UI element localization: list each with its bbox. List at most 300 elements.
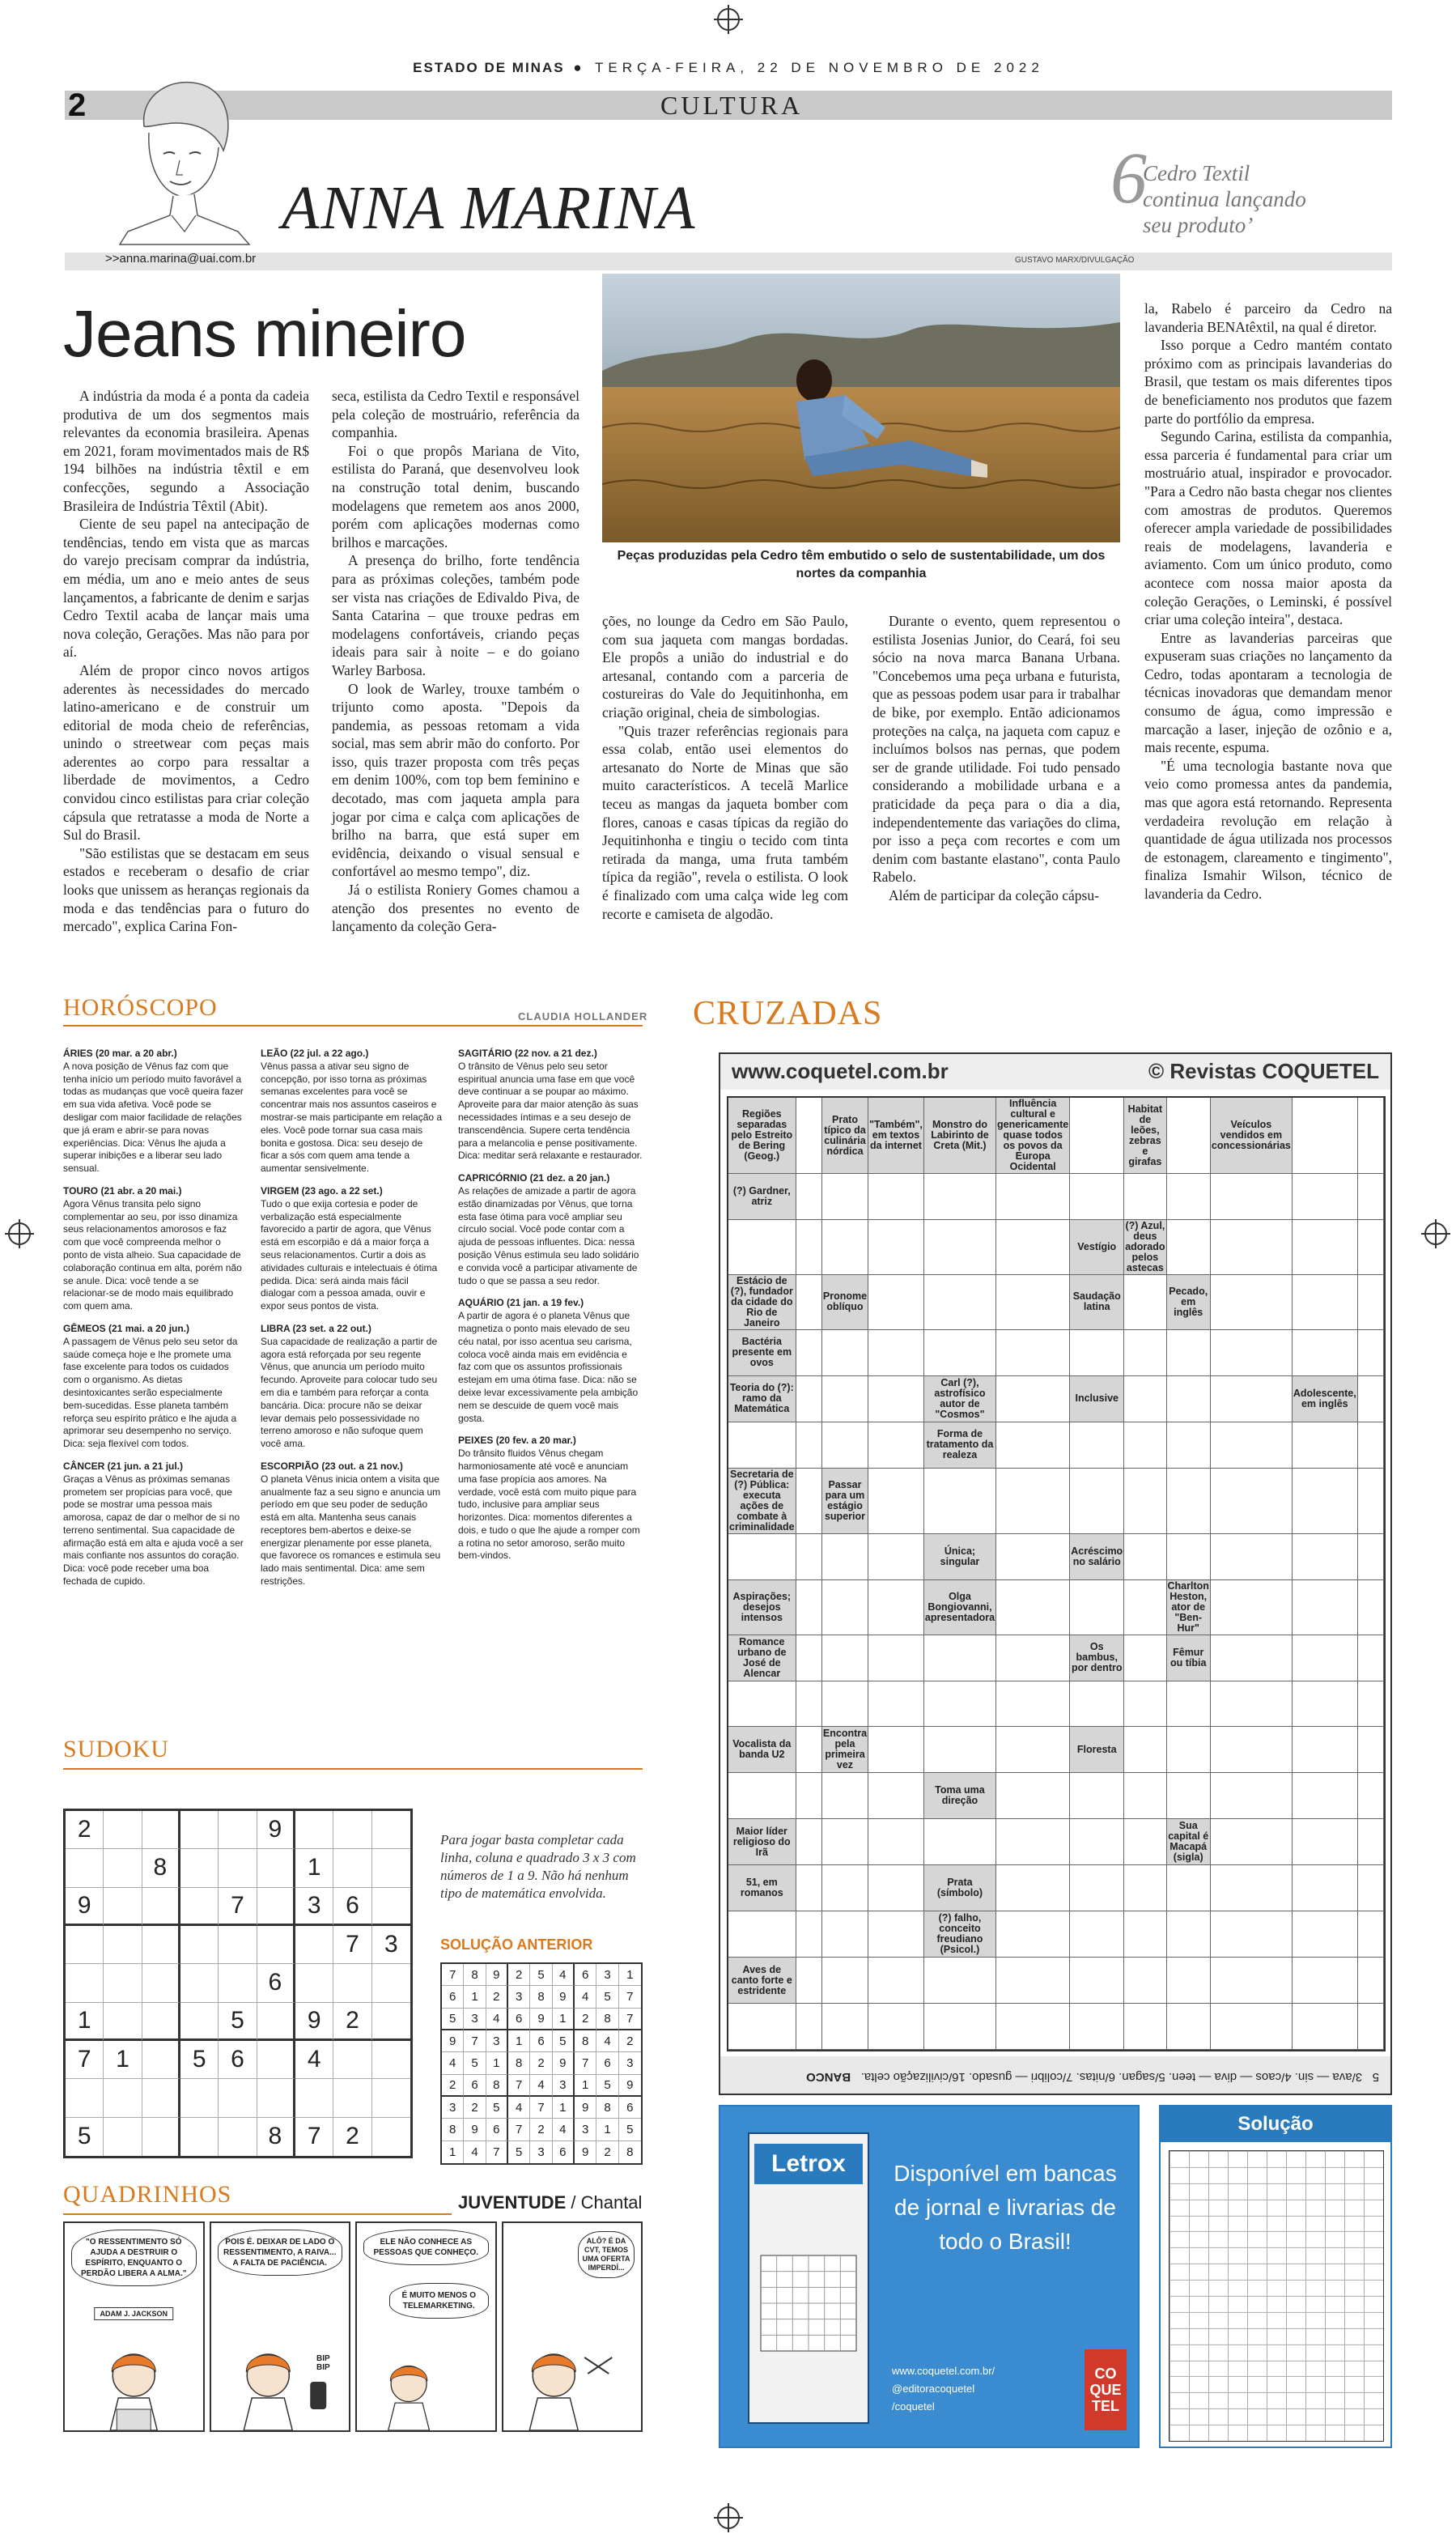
crossword-cell[interactable] — [1124, 1275, 1166, 1330]
crossword-cell[interactable] — [796, 1220, 822, 1275]
sudoku-cell[interactable]: 6 — [257, 1964, 295, 2002]
sudoku-cell[interactable]: 1 — [66, 2003, 104, 2041]
crossword-site[interactable]: www.coquetel.com.br — [732, 1059, 949, 1083]
sudoku-cell[interactable]: 6 — [333, 1888, 371, 1926]
sudoku-cell[interactable] — [372, 2003, 410, 2041]
crossword-cell[interactable] — [796, 1376, 822, 1422]
crossword-cell[interactable] — [1167, 1220, 1211, 1275]
sudoku-cell[interactable] — [142, 1811, 180, 1849]
solution-letter-cell — [1169, 2200, 1189, 2216]
crossword-cell[interactable] — [1293, 1727, 1358, 1773]
crossword-cell[interactable] — [1293, 1635, 1358, 1681]
sudoku-cell[interactable] — [180, 2079, 219, 2117]
sudoku-cell[interactable] — [66, 1849, 104, 1887]
sudoku-cell[interactable]: 6 — [219, 2041, 257, 2079]
crossword-cell[interactable] — [1211, 1727, 1293, 1773]
crossword-cell[interactable] — [924, 1727, 996, 1773]
solution-letter-cell — [1344, 2376, 1364, 2392]
crossword-clue: Bactéria presente em ovos — [728, 1330, 796, 1376]
crossword-cell[interactable] — [1167, 1422, 1211, 1469]
crossword-cell[interactable] — [996, 1469, 1070, 1534]
crossword-cell[interactable] — [868, 1275, 924, 1330]
crossword-cell[interactable] — [996, 1174, 1070, 1220]
crossword-cell[interactable] — [1070, 1911, 1124, 1958]
sudoku-cell[interactable]: 2 — [333, 2003, 371, 2041]
crossword-cell[interactable] — [822, 1911, 868, 1958]
crossword-cell[interactable] — [796, 1330, 822, 1376]
sudoku-cell[interactable] — [104, 2003, 142, 2041]
crossword-cell[interactable] — [1358, 1469, 1384, 1534]
sudoku-cell[interactable]: 7 — [333, 1926, 371, 1964]
crossword-cell[interactable] — [1124, 1635, 1166, 1681]
crossword-cell[interactable] — [728, 1422, 796, 1469]
crossword-cell[interactable] — [728, 1911, 796, 1958]
solution-letter-cell — [1344, 2392, 1364, 2408]
crossword-cell[interactable] — [1070, 1865, 1124, 1911]
crossword-cell[interactable] — [1167, 1534, 1211, 1580]
solution-letter-cell — [1286, 2312, 1305, 2328]
crossword-cell[interactable] — [1211, 1911, 1293, 1958]
crossword-cell[interactable] — [1211, 1635, 1293, 1681]
crossword-cell[interactable] — [1167, 1098, 1211, 1174]
crossword-cell[interactable] — [1358, 1174, 1384, 1220]
sudoku-cell[interactable] — [257, 2003, 295, 2041]
sudoku-cell[interactable] — [295, 2079, 333, 2117]
sudoku-cell[interactable] — [104, 2079, 142, 2117]
crossword-cell[interactable] — [1070, 1580, 1124, 1635]
sudoku-cell[interactable]: 5 — [66, 2118, 104, 2156]
crossword-cell[interactable] — [796, 1534, 822, 1580]
crossword-cell[interactable] — [996, 1635, 1070, 1681]
crossword-cell[interactable] — [1124, 1330, 1166, 1376]
crossword-cell[interactable] — [1211, 1376, 1293, 1422]
crossword-cell[interactable] — [1358, 1958, 1384, 2004]
sudoku-cell[interactable]: 5 — [180, 2041, 219, 2079]
sudoku-cell[interactable]: 4 — [295, 2041, 333, 2079]
crossword-cell[interactable] — [1124, 1376, 1166, 1422]
crossword-cell[interactable] — [822, 1635, 868, 1681]
crossword-cell[interactable] — [996, 1275, 1070, 1330]
crossword-cell[interactable] — [1211, 1469, 1293, 1534]
sudoku-cell[interactable]: 1 — [104, 2041, 142, 2079]
crossword-cell[interactable] — [1211, 1422, 1293, 1469]
solution-cell: 6 — [596, 2052, 618, 2074]
crossword-cell[interactable] — [728, 1534, 796, 1580]
crossword-cell[interactable] — [1358, 1911, 1384, 1958]
crossword-cell[interactable] — [868, 1174, 924, 1220]
crossword-cell[interactable] — [822, 1681, 868, 1728]
crossword-cell[interactable] — [822, 1819, 868, 1865]
sign-text: Agora Vênus transita pelo signo complementar ao seu, por isso dinamiza seus relacionamentos amorosos e faz com que você compreenda melhor o ponto de vista alheio. Sua capacidade de colaboração continua em alta, porém não se anule. Dica: você tende a se relacionar-se de modo mais equilibrado com quem ama. — [63, 1197, 242, 1312]
sudoku-cell[interactable] — [180, 1964, 219, 2002]
crossword-cell[interactable] — [1358, 1534, 1384, 1580]
crossword-cell[interactable] — [1167, 1958, 1211, 2004]
crossword-cell[interactable] — [1293, 1819, 1358, 1865]
crossword-cell[interactable] — [1167, 1330, 1211, 1376]
crossword-cell[interactable] — [1293, 1174, 1358, 1220]
crossword-cell[interactable] — [1211, 1865, 1293, 1911]
crossword-cell[interactable] — [924, 1330, 996, 1376]
sudoku-cell[interactable] — [142, 2079, 180, 2117]
crossword-cell[interactable] — [1211, 2004, 1293, 2050]
crossword-cell[interactable] — [924, 1275, 996, 1330]
crossword-cell[interactable] — [996, 1865, 1070, 1911]
crossword-cell[interactable] — [728, 1220, 796, 1275]
crossword-cell[interactable] — [1293, 1220, 1358, 1275]
crossword-cell[interactable] — [1211, 1330, 1293, 1376]
crossword-cell[interactable] — [1358, 1580, 1384, 1635]
crossword-cell[interactable] — [1358, 1220, 1384, 1275]
crossword-cell[interactable] — [1167, 1911, 1211, 1958]
crossword-cell[interactable] — [728, 1773, 796, 1819]
crossword-cell[interactable] — [822, 1958, 868, 2004]
sudoku-cell[interactable] — [372, 1849, 410, 1887]
crossword-cell[interactable] — [1167, 1865, 1211, 1911]
crossword-cell[interactable] — [1070, 1773, 1124, 1819]
sudoku-cell[interactable] — [333, 2041, 371, 2079]
sudoku-cell[interactable] — [104, 1888, 142, 1926]
sudoku-cell[interactable] — [219, 1926, 257, 1964]
crossword-cell[interactable] — [1358, 1098, 1384, 1174]
crossword-cell[interactable] — [1293, 1958, 1358, 2004]
crossword-cell[interactable] — [822, 1174, 868, 1220]
crossword-cell[interactable] — [1124, 1727, 1166, 1773]
crossword-cell[interactable] — [1124, 1681, 1166, 1728]
crossword-cell[interactable] — [868, 1330, 924, 1376]
crossword-cell[interactable] — [996, 1681, 1070, 1728]
sudoku-cell[interactable] — [219, 1811, 257, 1849]
crossword-cell[interactable] — [1167, 1681, 1211, 1728]
crossword-cell[interactable] — [796, 1681, 822, 1728]
sudoku-cell[interactable] — [372, 2041, 410, 2079]
crossword-cell[interactable] — [996, 1958, 1070, 2004]
crossword-cell[interactable] — [1211, 1275, 1293, 1330]
solution-cell: 3 — [530, 2141, 552, 2163]
crossword-cell[interactable] — [796, 1773, 822, 1819]
crossword-cell[interactable] — [1293, 1098, 1358, 1174]
crossword-cell[interactable] — [1124, 1819, 1166, 1865]
crossword-cell[interactable] — [1293, 2004, 1358, 2050]
sudoku-cell[interactable] — [372, 2079, 410, 2117]
crossword-cell[interactable] — [1293, 1534, 1358, 1580]
crossword-cell[interactable] — [796, 1958, 822, 2004]
crossword-cell[interactable] — [1293, 1773, 1358, 1819]
crossword-cell[interactable] — [1358, 1376, 1384, 1422]
crossword-grid[interactable] — [727, 1096, 1386, 2051]
sudoku-cell[interactable] — [257, 2079, 295, 2117]
sudoku-cell[interactable] — [180, 1888, 219, 1926]
crossword-cell[interactable] — [822, 1220, 868, 1275]
crossword-cell[interactable] — [796, 2004, 822, 2050]
sudoku-cell[interactable]: 9 — [257, 1811, 295, 1849]
crossword-cell[interactable] — [924, 1174, 996, 1220]
crossword-cell[interactable] — [1211, 1681, 1293, 1728]
crossword-cell[interactable] — [868, 1865, 924, 1911]
crossword-cell[interactable] — [1070, 1819, 1124, 1865]
crossword-cell[interactable] — [796, 1819, 822, 1865]
crossword-cell[interactable] — [1070, 1469, 1124, 1534]
crossword-cell[interactable] — [796, 1422, 822, 1469]
crossword-cell[interactable] — [1293, 1681, 1358, 1728]
sudoku-cell[interactable]: 9 — [295, 2003, 333, 2041]
crossword-cell[interactable] — [924, 1635, 996, 1681]
letrox-advertisement[interactable] — [719, 2105, 1140, 2448]
crossword-cell[interactable] — [822, 1773, 868, 1819]
crossword-cell[interactable] — [924, 1681, 996, 1728]
crossword-cell[interactable] — [1293, 1275, 1358, 1330]
sudoku-cell[interactable] — [295, 1811, 333, 1849]
crossword-cell[interactable] — [1070, 1422, 1124, 1469]
crossword-cell[interactable] — [924, 1958, 996, 2004]
crossword-cell[interactable] — [868, 1534, 924, 1580]
crossword-cell[interactable] — [924, 1220, 996, 1275]
crossword-cell[interactable] — [868, 1635, 924, 1681]
sudoku-cell[interactable] — [142, 1926, 180, 1964]
sudoku-cell[interactable] — [372, 2118, 410, 2156]
crossword-cell[interactable] — [1167, 1727, 1211, 1773]
solution-letter-cell — [1208, 2231, 1228, 2247]
sudoku-cell[interactable] — [180, 1926, 219, 1964]
sudoku-cell[interactable] — [66, 2079, 104, 2117]
crossword-cell[interactable] — [1124, 1865, 1166, 1911]
crossword-cell[interactable] — [1211, 1174, 1293, 1220]
sudoku-cell[interactable] — [104, 1926, 142, 1964]
crossword-cell[interactable] — [1211, 1220, 1293, 1275]
crossword-cell[interactable] — [1070, 2004, 1124, 2050]
solution-letter-cell — [1208, 2264, 1228, 2280]
crossword-cell[interactable] — [822, 1422, 868, 1469]
crossword-cell[interactable] — [1070, 1681, 1124, 1728]
crossword-cell[interactable] — [868, 1580, 924, 1635]
crossword-cell[interactable] — [924, 1469, 996, 1534]
solution-cell: 4 — [464, 2141, 486, 2163]
crossword-cell[interactable] — [1211, 1958, 1293, 2004]
crossword-cell[interactable] — [1358, 1727, 1384, 1773]
sudoku-cell[interactable] — [257, 1849, 295, 1887]
sudoku-cell[interactable] — [66, 1926, 104, 1964]
sudoku-cell[interactable] — [257, 2041, 295, 2079]
crossword-cell[interactable] — [1124, 1534, 1166, 1580]
crossword-cell[interactable] — [1293, 1911, 1358, 1958]
sudoku-cell[interactable] — [104, 2118, 142, 2156]
sudoku-cell[interactable]: 3 — [372, 1926, 410, 1964]
sudoku-cell[interactable] — [219, 2079, 257, 2117]
sudoku-cell[interactable] — [333, 1849, 371, 1887]
crossword-cell[interactable] — [1293, 1330, 1358, 1376]
crossword-cell[interactable] — [868, 1422, 924, 1469]
crossword-cell[interactable] — [822, 1580, 868, 1635]
sudoku-cell[interactable] — [295, 1964, 333, 2002]
sudoku-cell[interactable] — [142, 2003, 180, 2041]
crossword-cell[interactable] — [1070, 1098, 1124, 1174]
crossword-cell[interactable] — [796, 1727, 822, 1773]
crossword-cell[interactable] — [1167, 2004, 1211, 2050]
crossword-cell[interactable] — [996, 1580, 1070, 1635]
crossword-cell[interactable] — [868, 1469, 924, 1534]
sudoku-cell[interactable] — [142, 2041, 180, 2079]
crossword-cell[interactable] — [1167, 1174, 1211, 1220]
sign-text: Graças a Vênus as próximas semanas prometem ser propícias para você, que pode se mostrar uma pessoa mais amorosa, capaz de dar o melhor de si no terreno sentimental. Sua capacidade de afirmação está em alta e ajuda você a ser mais confiante nos assuntos do coração. Dica: você pode receber uma boa fechada de cupido. — [63, 1473, 244, 1588]
crossword-cell[interactable] — [822, 1865, 868, 1911]
sudoku-grid[interactable] — [63, 1809, 413, 2158]
sudoku-cell[interactable] — [372, 1964, 410, 2002]
solution-letter-cell — [1344, 2361, 1364, 2377]
crossword-cell[interactable] — [1124, 1174, 1166, 1220]
crossword-cell[interactable] — [822, 1330, 868, 1376]
solution-cell: 5 — [508, 2141, 530, 2163]
sudoku-cell[interactable] — [180, 2118, 219, 2156]
crossword-cell[interactable] — [924, 2004, 996, 2050]
crossword-cell[interactable] — [1358, 1681, 1384, 1728]
sudoku-cell[interactable]: 2 — [333, 2118, 371, 2156]
crossword-cell[interactable] — [996, 1534, 1070, 1580]
crossword-cell[interactable] — [1070, 1330, 1124, 1376]
sudoku-cell[interactable] — [180, 2003, 219, 2041]
sudoku-cell[interactable] — [219, 1849, 257, 1887]
sudoku-cell[interactable]: 7 — [66, 2041, 104, 2079]
crossword-cell[interactable] — [1167, 1773, 1211, 1819]
crossword-cell[interactable] — [1124, 1911, 1166, 1958]
sudoku-cell[interactable] — [372, 1811, 410, 1849]
solution-cell: 7 — [508, 2119, 530, 2141]
solution-cell: 4 — [486, 2009, 508, 2030]
crossword-cell[interactable] — [796, 1174, 822, 1220]
sudoku-cell[interactable] — [104, 1849, 142, 1887]
sudoku-cell[interactable] — [333, 2079, 371, 2117]
crossword-cell[interactable] — [1358, 1865, 1384, 1911]
crossword-cell[interactable] — [728, 1681, 796, 1728]
crossword-cell[interactable] — [868, 1376, 924, 1422]
crossword-clue: Prato típico da culinária nórdica — [822, 1098, 868, 1174]
sudoku-cell[interactable] — [333, 1964, 371, 2002]
ad-instagram[interactable]: @editoracoquetel — [892, 2383, 975, 2395]
crossword-cell[interactable] — [1124, 1422, 1166, 1469]
sudoku-cell[interactable] — [372, 1888, 410, 1926]
sudoku-cell[interactable] — [142, 1964, 180, 2002]
sudoku-cell[interactable] — [257, 1888, 295, 1926]
crossword-cell[interactable] — [1358, 1635, 1384, 1681]
crossword-cell[interactable] — [1124, 2004, 1166, 2050]
crossword-cell[interactable] — [728, 2004, 796, 2050]
sudoku-cell[interactable] — [180, 1811, 219, 1849]
crossword-cell[interactable] — [796, 1865, 822, 1911]
sudoku-cell[interactable]: 8 — [142, 1849, 180, 1887]
crossword-clue: Secretaria de (?) Pública: executa ações de combate à criminalidade — [729, 1468, 795, 1533]
crossword-cell[interactable] — [822, 1376, 868, 1422]
crossword-cell[interactable] — [996, 1819, 1070, 1865]
crossword-cell[interactable] — [1293, 1865, 1358, 1911]
solution-cell: 6 — [553, 2141, 575, 2163]
crossword-cell[interactable] — [996, 1727, 1070, 1773]
crossword-cell[interactable] — [796, 1469, 822, 1534]
crossword-cell[interactable] — [1124, 1469, 1166, 1534]
crossword-cell[interactable] — [796, 1580, 822, 1635]
crossword-cell[interactable] — [924, 1819, 996, 1865]
sudoku-cell[interactable] — [66, 1964, 104, 2002]
sudoku-cell[interactable]: 3 — [295, 1888, 333, 1926]
crossword-cell[interactable] — [1070, 1174, 1124, 1220]
crossword-cell[interactable] — [996, 1911, 1070, 1958]
crossword-cell[interactable] — [1293, 1580, 1358, 1635]
crossword-cell[interactable] — [868, 1773, 924, 1819]
sudoku-cell[interactable]: 5 — [219, 2003, 257, 2041]
ad-facebook[interactable]: /coquetel — [892, 2400, 935, 2413]
crossword-cell[interactable] — [868, 1681, 924, 1728]
crossword-cell[interactable] — [1358, 1773, 1384, 1819]
sudoku-cell[interactable] — [333, 1811, 371, 1849]
sudoku-cell[interactable]: 2 — [66, 1811, 104, 1849]
crossword-cell[interactable] — [1124, 1958, 1166, 2004]
solution-cell: 2 — [619, 2030, 641, 2052]
crossword-cell[interactable] — [996, 1773, 1070, 1819]
crossword-cell[interactable] — [868, 1819, 924, 1865]
crossword-cell[interactable] — [796, 1098, 822, 1174]
crossword-cell[interactable] — [1358, 1275, 1384, 1330]
sudoku-cell[interactable] — [257, 1926, 295, 1964]
crossword-cell[interactable] — [868, 1220, 924, 1275]
crossword-cell[interactable] — [868, 2004, 924, 2050]
crossword-cell[interactable] — [868, 1958, 924, 2004]
crossword-cell[interactable] — [1167, 1376, 1211, 1422]
columnist-email[interactable]: >>anna.marina@uai.com.br — [105, 252, 257, 266]
crossword-cell[interactable] — [996, 1220, 1070, 1275]
crossword-cell[interactable] — [796, 1275, 822, 1330]
sudoku-cell[interactable] — [219, 1964, 257, 2002]
crossword-cell[interactable] — [1211, 1773, 1293, 1819]
crossword-cell[interactable] — [1211, 1580, 1293, 1635]
sudoku-cell[interactable] — [219, 2118, 257, 2156]
solution-letter-cell — [1267, 2200, 1286, 2216]
sudoku-cell[interactable] — [295, 1926, 333, 1964]
sudoku-cell[interactable]: 7 — [219, 1888, 257, 1926]
crossword-cell[interactable] — [1358, 1330, 1384, 1376]
crossword-cell[interactable] — [1358, 1422, 1384, 1469]
crossword-cell[interactable] — [1211, 1534, 1293, 1580]
crossword-cell[interactable] — [996, 2004, 1070, 2050]
ad-website[interactable]: www.coquetel.com.br/ — [892, 2365, 995, 2377]
crossword-cell[interactable] — [822, 1534, 868, 1580]
crossword-cell[interactable] — [1124, 1580, 1166, 1635]
sudoku-cell[interactable]: 1 — [295, 1849, 333, 1887]
sudoku-cell[interactable]: 9 — [66, 1888, 104, 1926]
sudoku-cell[interactable]: 7 — [295, 2118, 333, 2156]
sudoku-cell[interactable]: 8 — [257, 2118, 295, 2156]
crossword-cell[interactable] — [822, 2004, 868, 2050]
crossword-cell[interactable] — [796, 1635, 822, 1681]
crossword-cell[interactable] — [1293, 1422, 1358, 1469]
sudoku-cell[interactable] — [104, 1964, 142, 2002]
sound-effect: BIP BIP — [316, 2354, 330, 2372]
sudoku-cell[interactable] — [180, 1849, 219, 1887]
crossword-cell[interactable] — [796, 1911, 822, 1958]
crossword-cell[interactable] — [1293, 1469, 1358, 1534]
crossword-cell[interactable] — [1358, 1819, 1384, 1865]
sudoku-cell[interactable] — [142, 2118, 180, 2156]
sudoku-cell[interactable] — [142, 1888, 180, 1926]
sudoku-cell[interactable] — [104, 1811, 142, 1849]
crossword-cell[interactable] — [1167, 1469, 1211, 1534]
crossword-cell[interactable] — [1124, 1773, 1166, 1819]
solution-letter-cell — [1344, 2296, 1364, 2312]
crossword-cell[interactable] — [996, 1330, 1070, 1376]
crossword-cell[interactable] — [1211, 1819, 1293, 1865]
crossword-cell[interactable] — [996, 1376, 1070, 1422]
crossword-cell[interactable] — [868, 1911, 924, 1958]
crossword-cell[interactable] — [1070, 1958, 1124, 2004]
crossword-cell[interactable] — [1358, 2004, 1384, 2050]
crossword-cell[interactable] — [868, 1727, 924, 1773]
crossword-cell[interactable] — [996, 1422, 1070, 1469]
